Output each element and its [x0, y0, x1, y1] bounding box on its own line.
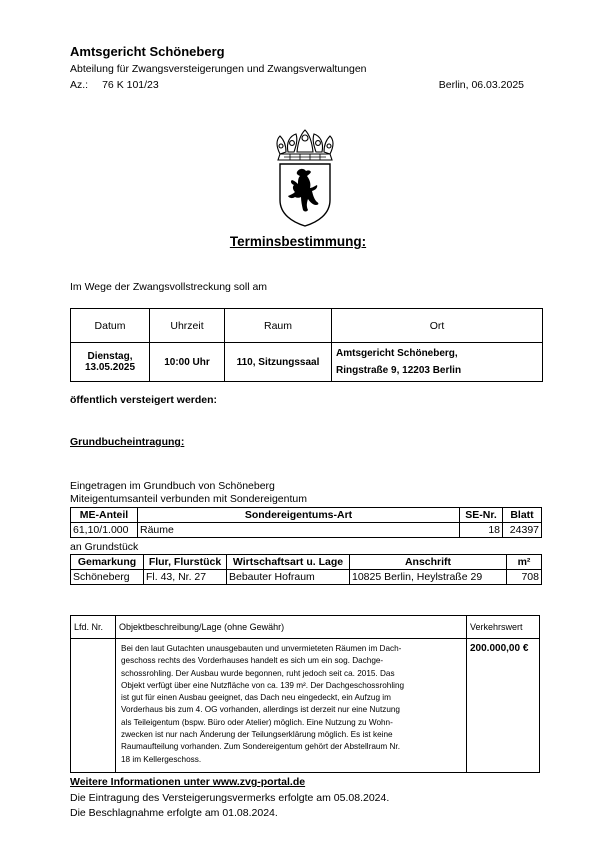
me-header-se-nr: SE-Nr. — [460, 508, 503, 523]
miteigentum-table — [70, 507, 542, 538]
weitere-info-link[interactable]: Weitere Informationen unter www.zvg-portal.de — [70, 776, 306, 788]
header-ort: Ort — [332, 309, 543, 343]
gs-header-flur: Flur, Flurstück — [144, 555, 227, 570]
termin-table — [70, 308, 543, 382]
obj-description-line: als Teileigentum (bspw. Büro oder Atelier) möglich. Eine Nutzung zu Wohn- — [121, 717, 393, 727]
obj-header-beschreibung: Objektbeschreibung/Lage (ohne Gewähr) — [116, 616, 467, 639]
case-number-value: 76 K 101/23 — [102, 79, 159, 91]
obj-description-line: zwecken ist nur nach Änderung der Teilungserklärung möglich. Es ist keine — [121, 730, 393, 740]
me-anteil: 61,10/1.000 — [71, 523, 138, 538]
versteigerungsvermerk-text: Die Eintragung des Versteigerungsvermerks erfolgte am 05.08.2024. — [70, 792, 390, 804]
me-art: Räume — [138, 523, 460, 538]
gs-anschrift: 10825 Berlin, Heylstraße 29 — [350, 570, 507, 585]
case-number-label: Az.: — [70, 79, 89, 91]
page-title: Terminsbestimmung: — [229, 234, 367, 249]
termin-weekday: Dienstag, — [87, 351, 133, 362]
place-date: Berlin, 06.03.2025 — [438, 79, 524, 91]
termin-ort-line2: Ringstraße 9, 12203 Berlin — [336, 365, 462, 376]
obj-header-lfd-nr: Lfd. Nr. — [71, 616, 116, 639]
gs-header-anschrift: Anschrift — [350, 555, 507, 570]
me-header-anteil: ME-Anteil — [71, 508, 138, 523]
me-se-nr: 18 — [460, 523, 503, 538]
gs-header-wirtschaftsart: Wirtschaftsart u. Lage — [227, 555, 350, 570]
gs-flaeche: 708 — [507, 570, 542, 585]
obj-description-line: Vorderhaus bis zum 4. OG vorhanden, allerdings ist derzeit nur eine Nutzung — [121, 705, 400, 715]
gs-wirtschaftsart: Bebauter Hofraum — [227, 570, 350, 585]
grundbuch-heading: Grundbucheintragung: — [70, 436, 185, 448]
me-header-blatt: Blatt — [503, 508, 542, 523]
termin-raum: 110, Sitzungssaal — [225, 343, 332, 382]
case-number — [70, 79, 159, 91]
oeffentlich-text: öffentlich versteigert werden: — [70, 394, 218, 406]
grundstueck-table — [70, 554, 542, 585]
termin-datum — [71, 343, 150, 382]
obj-description-line: schossrohling. Der Ausbau wurde begonnen, ruht jedoch seit ca. 2015. Das — [121, 668, 395, 678]
obj-description-line: ist gut für einen Ausbau geeignet, das Dach neu eingedeckt, ein Aufzug im — [121, 693, 391, 703]
me-blatt: 24397 — [503, 523, 542, 538]
an-grundstueck-text: an Grundstück — [70, 541, 139, 553]
obj-header-verkehrswert: Verkehrswert — [467, 616, 540, 639]
header-uhrzeit: Uhrzeit — [150, 309, 225, 343]
court-name: Amtsgericht Schöneberg — [70, 44, 225, 59]
eingetragen-text: Eingetragen im Grundbuch von Schöneberg — [70, 480, 275, 492]
gs-flur: Fl. 43, Nr. 27 — [144, 570, 227, 585]
gs-header-gemarkung: Gemarkung — [71, 555, 144, 570]
me-header-art: Sondereigentums-Art — [138, 508, 460, 523]
obj-description-line: Raumaufteilung vorhanden. Zum Sondereigentum gehört der Abstellraum Nr. — [121, 742, 400, 752]
obj-description-line: geschoss rechts des Vorderhauses handelt es sich um ein sog. Dachge- — [121, 656, 384, 666]
gs-gemarkung: Schöneberg — [71, 570, 144, 585]
header-datum: Datum — [71, 309, 150, 343]
termin-ort-line1: Amtsgericht Schöneberg, — [336, 348, 458, 359]
obj-verkehrswert: 200.000,00 € — [467, 639, 540, 773]
miteigentum-text: Miteigentumsanteil verbunden mit Sondereigentum — [70, 493, 307, 505]
obj-description-line: 18 im Kellergeschoss. — [121, 754, 202, 764]
obj-lfd-nr — [71, 639, 116, 773]
obj-description-line: Objekt verfügt über eine Nutzfläche von ca. 139 m². Der Dachgeschossrohling — [121, 680, 405, 690]
termin-ort — [332, 343, 543, 382]
obj-description — [116, 639, 467, 773]
berlin-coat-of-arms-icon — [270, 128, 340, 228]
termin-uhrzeit: 10:00 Uhr — [150, 343, 225, 382]
beschlagnahme-text: Die Beschlagnahme erfolgte am 01.08.2024. — [70, 807, 278, 819]
header-raum: Raum — [225, 309, 332, 343]
department-name: Abteilung für Zwangsversteigerungen und Zwangsverwaltungen — [70, 63, 367, 75]
gs-header-flaeche: m² — [507, 555, 542, 570]
intro-text: Im Wege der Zwangsvollstreckung soll am — [70, 281, 268, 293]
termin-date: 13.05.2025 — [84, 362, 136, 373]
obj-description-line: Bei den laut Gutachten unausgebauten und unvermieteten Räumen im Dach- — [121, 644, 402, 653]
objekt-table — [70, 615, 540, 773]
